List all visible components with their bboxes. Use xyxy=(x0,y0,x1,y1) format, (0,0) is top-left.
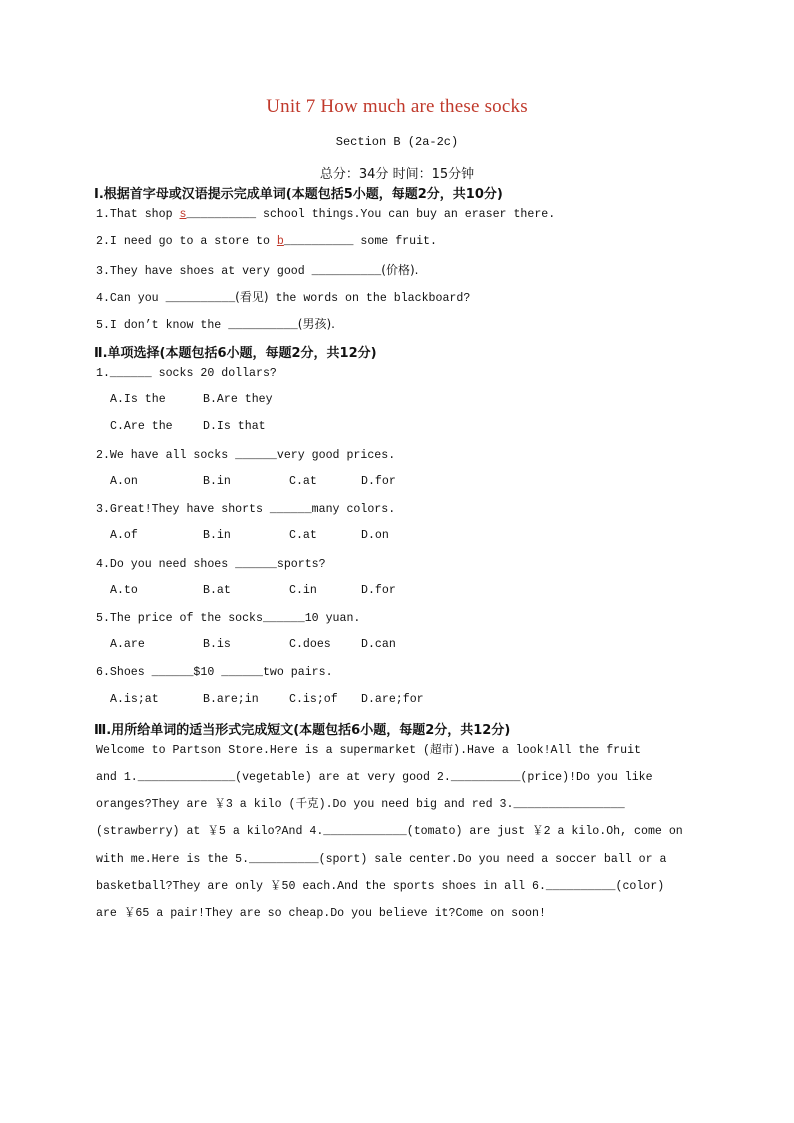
q1-prefix: 1.That shop xyxy=(96,208,180,221)
mc-q5-option-a[interactable]: A.are xyxy=(110,638,145,651)
mc-q1-option-d[interactable]: D.Is that xyxy=(203,420,266,433)
mc-q4-option-b[interactable]: B.at xyxy=(203,584,231,597)
mc-question-1-stem: 1.______ socks 20 dollars? xyxy=(96,367,277,380)
mc-q1-option-c[interactable]: C.Are the xyxy=(110,420,173,433)
mc-question-2-stem: 2.We have all socks ______very good prices. xyxy=(96,449,396,462)
mc-q5-option-c[interactable]: C.does xyxy=(289,638,331,651)
passage-line-5: with me.Here is the 5.__________(sport) sale center.Do you need a soccer ball or a xyxy=(96,853,667,866)
mc-q2-option-a[interactable]: A.on xyxy=(110,475,138,488)
q2-blank[interactable]: __________ xyxy=(283,235,354,248)
mc-q2-option-b[interactable]: B.in xyxy=(203,475,231,488)
q1-initial-letter: s xyxy=(179,208,187,221)
passage-line-3: oranges?They are ￥3 a kilo (千克).Do you need big and red 3.________________ xyxy=(96,798,625,811)
mc-question-6-stem: 6.Shoes ______$10 ______two pairs. xyxy=(96,666,333,679)
section-3-heading: Ⅲ.用所给单词的适当形式完成短文(本题包括6小题，每题2分，共12分) xyxy=(94,723,511,738)
q2-suffix: some fruit. xyxy=(353,235,437,248)
q4-hint: (看见) xyxy=(235,290,269,304)
q3-prefix: 3.They have shoes at very good __________ xyxy=(96,265,382,278)
mc-q6-option-d[interactable]: D.are;for xyxy=(361,693,424,706)
mc-q4-option-c[interactable]: C.in xyxy=(289,584,317,597)
mc-q1-option-a[interactable]: A.Is the xyxy=(110,393,166,406)
mc-question-5-stem: 5.The price of the socks______10 yuan. xyxy=(96,612,361,625)
mc-q3-option-a[interactable]: A.of xyxy=(110,529,138,542)
page-subtitle: Section B (2a-2c) xyxy=(335,135,459,149)
q2-initial-letter: b xyxy=(276,235,284,248)
passage-line-2: and 1.______________(vegetable) are at very good 2.__________(price)!Do you like xyxy=(96,771,653,784)
score-time-info: 总分：34分 时间：15分钟 xyxy=(319,167,475,182)
q2-prefix: 2.I need go to a store to xyxy=(96,235,277,248)
q1-blank[interactable]: __________ xyxy=(186,208,257,221)
mc-q6-option-b[interactable]: B.are;in xyxy=(203,693,259,706)
section-1-question-5 xyxy=(96,316,335,334)
mc-q1-option-b[interactable]: B.Are they xyxy=(203,393,273,406)
passage-line-4: (strawberry) at ￥5 a kilo?And 4.____________(tomato) are just ￥2 a kilo.Oh, come on xyxy=(96,825,683,838)
section-1-question-4 xyxy=(96,289,470,307)
mc-q4-option-a[interactable]: A.to xyxy=(110,584,138,597)
section-1-heading: Ⅰ.根据首字母或汉语提示完成单词(本题包括5小题，每题2分，共10分) xyxy=(94,187,503,202)
mc-q6-option-c[interactable]: C.is;of xyxy=(289,693,338,706)
passage-line-6: basketball?They are only ￥50 each.And the sports shoes in all 6.__________(color) xyxy=(96,880,665,893)
passage-line-1: Welcome to Partson Store.Here is a supermarket (超市).Have a look!All the fruit xyxy=(96,744,641,757)
mc-q2-option-d[interactable]: D.for xyxy=(361,475,396,488)
mc-q4-option-d[interactable]: D.for xyxy=(361,584,396,597)
q4-suffix: the words on the blackboard? xyxy=(268,292,471,305)
mc-q6-option-a[interactable]: A.is;at xyxy=(110,693,159,706)
mc-question-3-stem: 3.Great!They have shorts ______many colors. xyxy=(96,503,396,516)
mc-q2-option-c[interactable]: C.at xyxy=(289,475,317,488)
mc-q5-option-b[interactable]: B.is xyxy=(203,638,231,651)
mc-q5-option-d[interactable]: D.can xyxy=(361,638,396,651)
section-1-question-3 xyxy=(96,262,418,280)
page-title: Unit 7 How much are these socks xyxy=(266,96,528,117)
mc-question-4-stem: 4.Do you need shoes ______sports? xyxy=(96,558,326,571)
q5-prefix: 5.I don’t know the __________ xyxy=(96,319,298,332)
mc-q3-option-d[interactable]: D.on xyxy=(361,529,389,542)
mc-q3-option-c[interactable]: C.at xyxy=(289,529,317,542)
section-1-question-1 xyxy=(96,207,555,223)
mc-q3-option-b[interactable]: B.in xyxy=(203,529,231,542)
section-2-heading: Ⅱ.单项选择(本题包括6小题，每题2分，共12分) xyxy=(94,346,377,361)
passage-line-7: are ￥65 a pair!They are so cheap.Do you believe it?Come on soon! xyxy=(96,907,546,920)
section-1-question-2 xyxy=(96,234,437,250)
q4-prefix: 4.Can you __________ xyxy=(96,292,236,305)
q5-hint: (男孩). xyxy=(297,317,335,331)
q3-hint: (价格). xyxy=(381,263,419,277)
q1-suffix: school things.You can buy an eraser there. xyxy=(256,208,556,221)
